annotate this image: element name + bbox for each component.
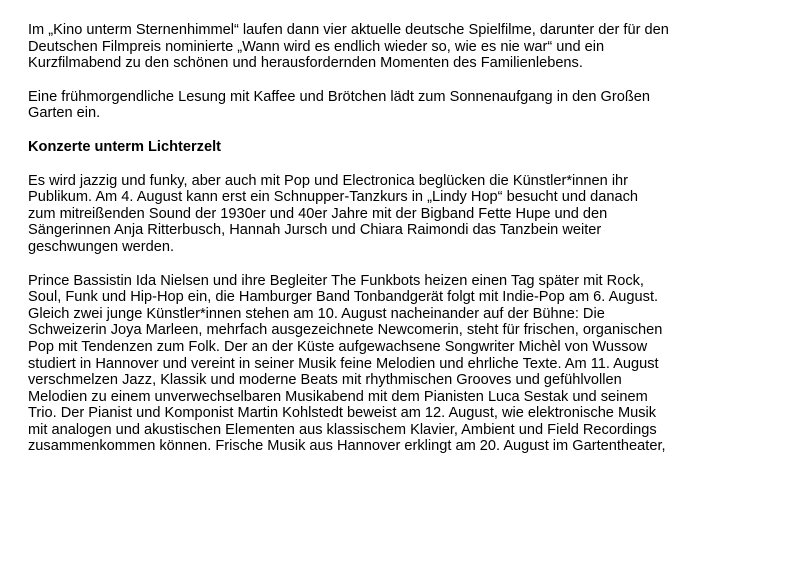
paragraph-kino: [28, 22, 780, 72]
heading-text: Konzerte unterm Lichterzelt: [28, 138, 221, 155]
section-heading: [28, 139, 780, 156]
text-line: Deutschen Filmpreis nominierte „Wann wird es endlich wieder so, wie es nie war“ und ein: [28, 38, 605, 55]
document-body: [28, 22, 780, 472]
paragraph-konzerte-intro: [28, 173, 780, 256]
text-line: Schweizerin Joya Marleen, mehrfach ausgezeichnete Newcomerin, steht für frischen, organischen: [28, 322, 663, 339]
paragraph-lesung: [28, 89, 780, 122]
text-line: Es wird jazzig und funky, aber auch mit Pop und Electronica beglücken die Künstler*innen ihr: [28, 172, 629, 189]
text-line: Prince Bassistin Ida Nielsen und ihre Begleiter The Funkbots heizen einen Tag später mit Rock,: [28, 272, 644, 289]
text-line: Trio. Der Pianist und Komponist Martin Kohlstedt beweist am 12. August, wie elektronische Musik: [28, 405, 657, 422]
text-line: Garten ein.: [28, 105, 101, 122]
text-line: Sängerinnen Anja Ritterbusch, Hannah Jursch und Chiara Raimondi das Tanzbein weiter: [28, 222, 602, 239]
text-line: Im „Kino unterm Sternenhimmel“ laufen dann vier aktuelle deutsche Spielfilme, darunter der für den: [28, 22, 669, 38]
text-line: zusammenkommen können. Frische Musik aus Hannover erklingt am 20. August im Gartentheater,: [28, 438, 666, 455]
text-line: Kurzfilmabend zu den schönen und herausfordernden Momenten des Familienlebens.: [28, 55, 583, 72]
text-line: geschwungen werden.: [28, 238, 175, 255]
text-line: verschmelzen Jazz, Klassik und moderne Beats mit rhythmischen Grooves und gefühlvollen: [28, 372, 622, 389]
text-line: Gleich zwei junge Künstler*innen stehen am 10. August nacheinander auf der Bühne: Die: [28, 305, 605, 322]
text-line: Eine frühmorgendliche Lesung mit Kaffee und Brötchen lädt zum Sonnenaufgang in den Großen: [28, 88, 650, 105]
text-line: Pop mit Tendenzen zum Folk. Der an der Küste aufgewachsene Songwriter Michèl von Wussow: [28, 338, 648, 355]
text-line: mit analogen und akustischen Elementen aus klassischem Klavier, Ambient und Field Recordings: [28, 421, 657, 438]
paragraph-konzerte-program: [28, 273, 780, 456]
text-line: Soul, Funk und Hip-Hop ein, die Hamburger Band Tonbandgerät folgt mit Indie-Pop am 6. August.: [28, 289, 659, 306]
text-line: Melodien zu einem unverwechselbaren Musikabend mit dem Pianisten Luca Sestak und seinem: [28, 388, 648, 405]
text-line: Publikum. Am 4. August kann erst ein Schnupper-Tanzkurs in „Lindy Hop“ besucht und danach: [28, 189, 639, 206]
text-line: zum mitreißenden Sound der 1930er und 40er Jahre mit der Bigband Fette Hupe und den: [28, 205, 608, 222]
text-line: studiert in Hannover und vereint in seiner Musik feine Melodien und ehrliche Texte. Am 11. August: [28, 355, 659, 372]
